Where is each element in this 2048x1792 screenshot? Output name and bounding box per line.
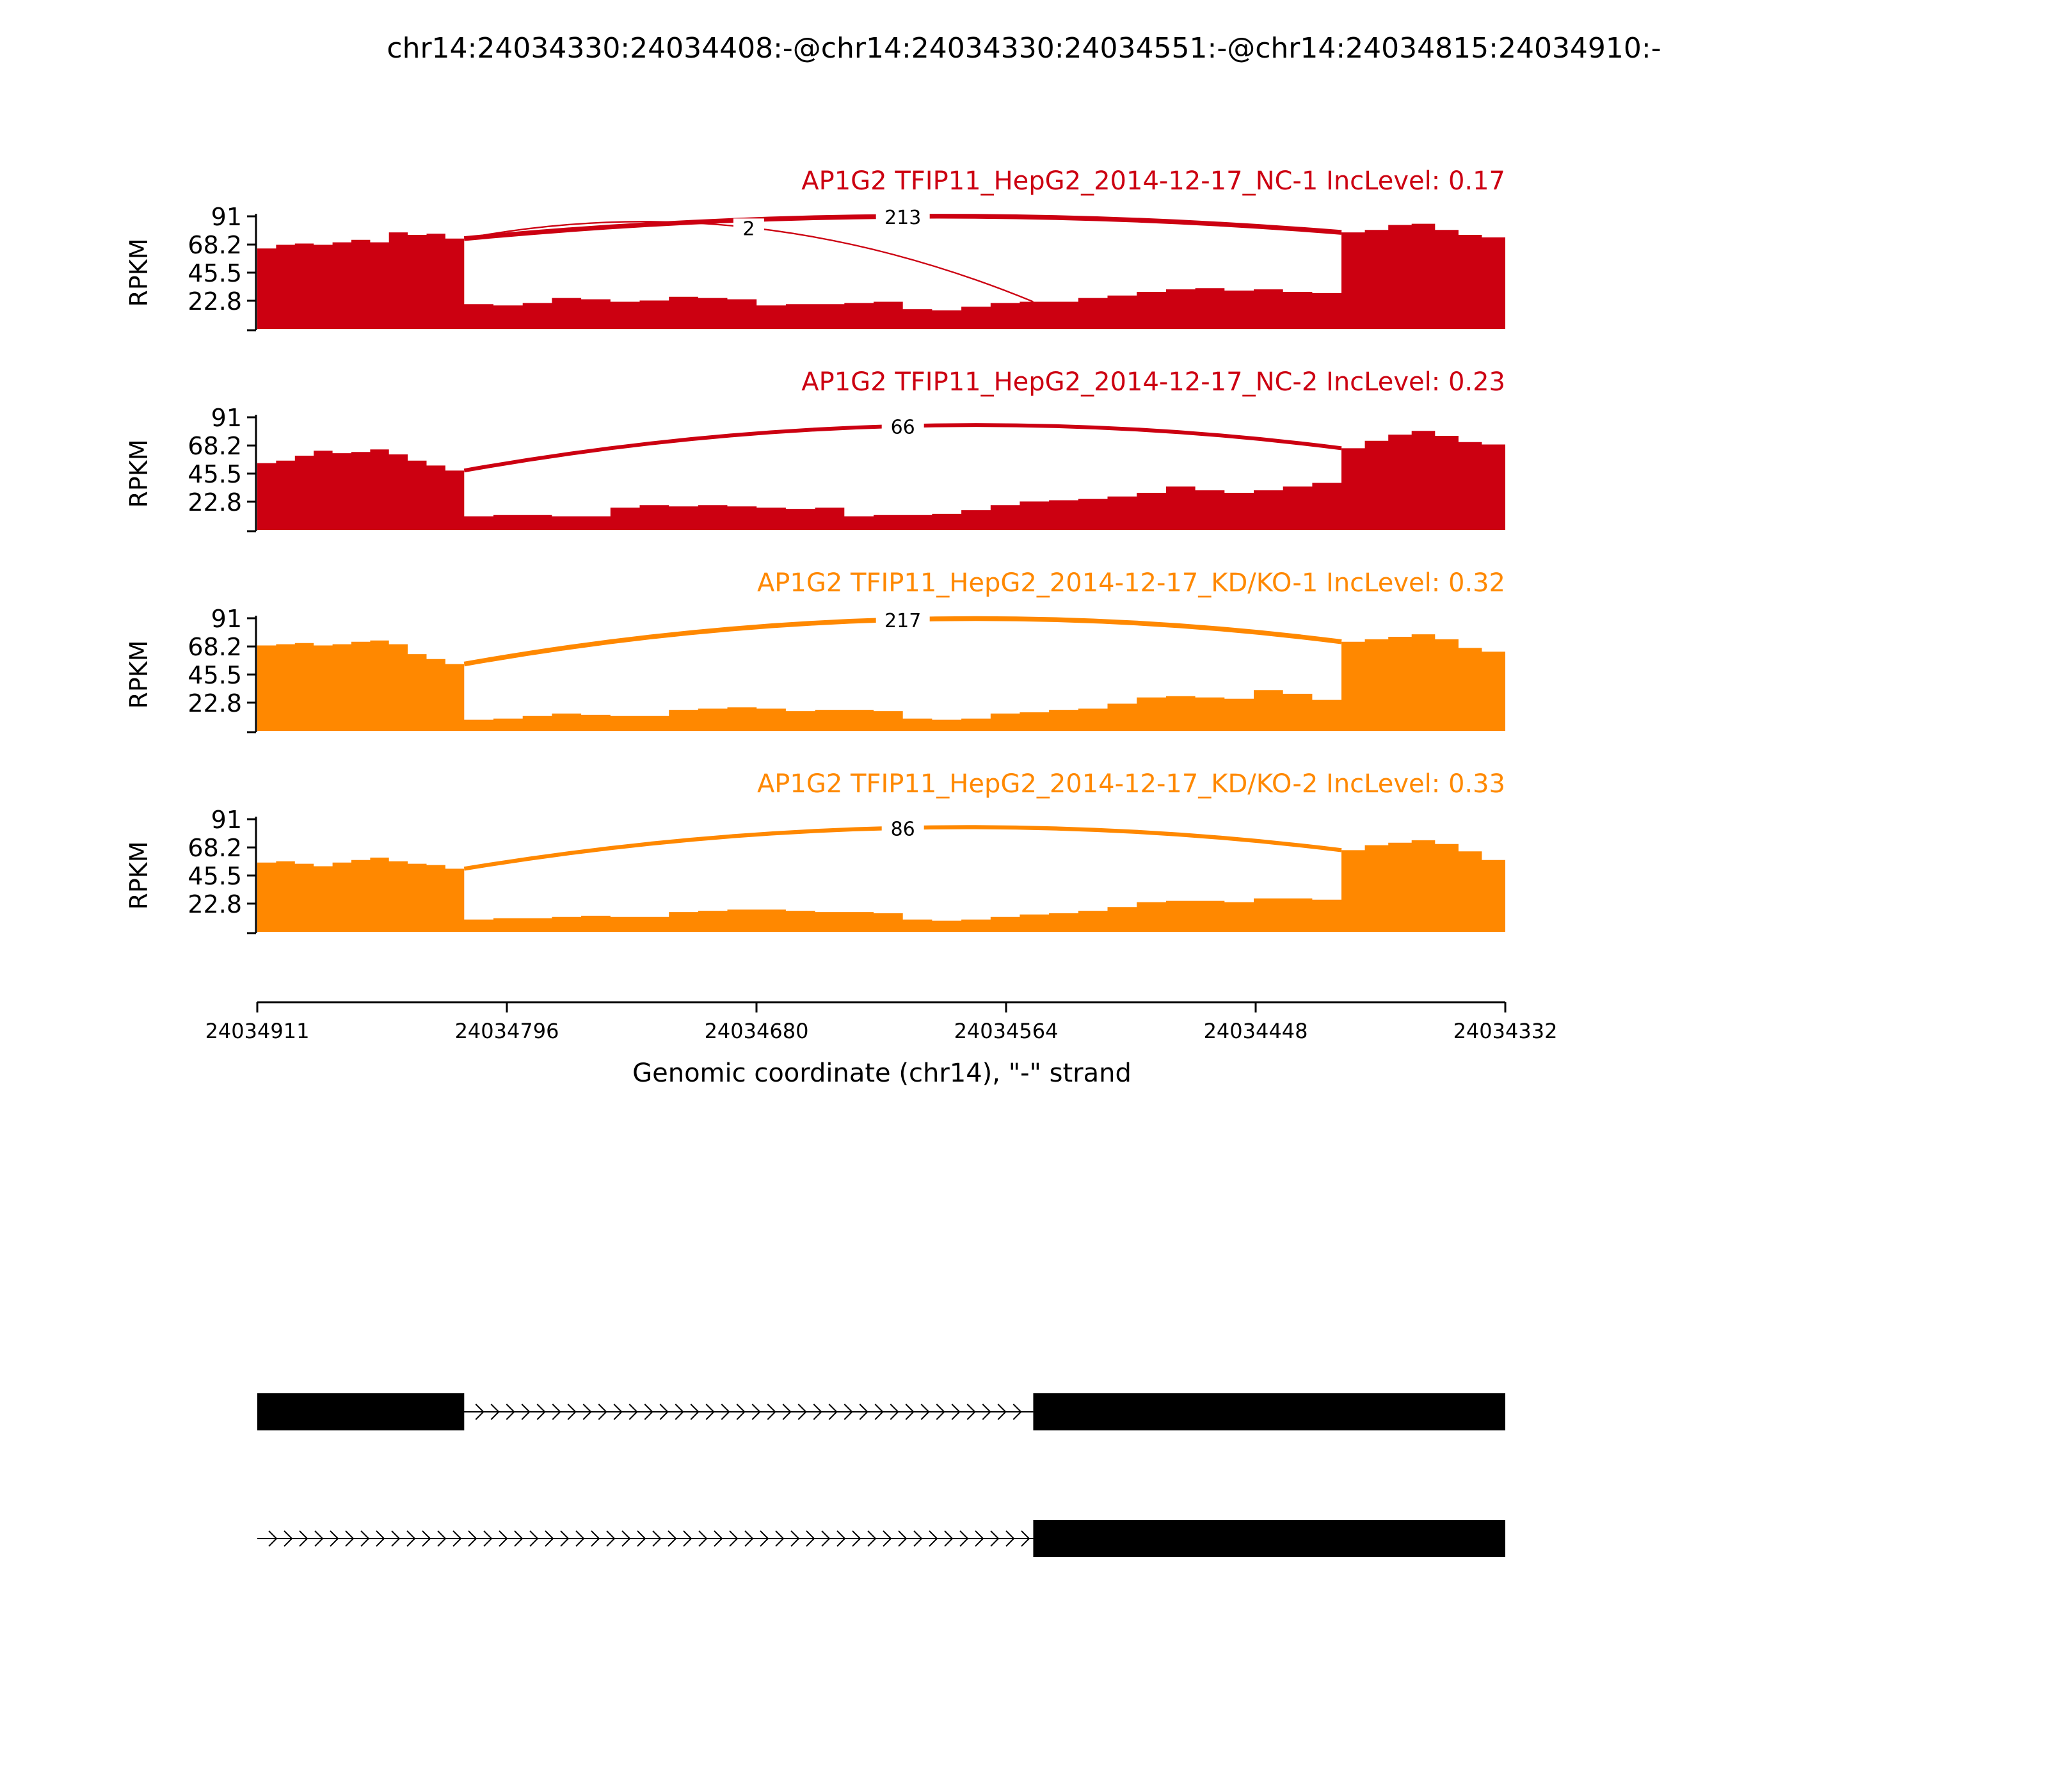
y-tick-label: 91 [211,404,242,432]
isoform [257,1393,1505,1430]
x-tick-label: 24034332 [1453,1019,1558,1043]
y-axis-label: RPKM [125,439,153,508]
coverage-area [257,634,1505,731]
y-tick-label: 91 [211,806,242,834]
gene-model-track [257,1393,1505,1557]
y-tick-label: 68.2 [188,432,242,461]
panel-label: AP1G2 TFIP11_HepG2_2014-12-17_KD/KO-1 IncLevel: 0.32 [756,568,1505,598]
x-tick-label: 24034911 [205,1019,310,1043]
junction-count: 66 [890,416,915,439]
junction-count: 86 [890,818,915,841]
y-tick-label: 22.8 [188,287,242,316]
y-tick-label: 22.8 [188,689,242,717]
y-axis-label: RPKM [125,841,153,910]
y-axis-label: RPKM [125,640,153,709]
coverage-panel [125,568,1505,732]
coverage-panel [125,166,1505,330]
coverage-area [257,840,1505,932]
panel-label: AP1G2 TFIP11_HepG2_2014-12-17_NC-2 IncLevel: 0.23 [801,367,1505,397]
y-tick-label: 91 [211,605,242,633]
coverage-panels [125,166,1505,933]
y-tick-label: 68.2 [188,633,242,662]
y-tick-label: 45.5 [188,259,242,287]
isoform [257,1520,1505,1557]
junction-count: 217 [884,609,922,632]
coverage-panel [125,769,1505,933]
x-axis-label: Genomic coordinate (chr14), "-" strand [632,1059,1132,1088]
y-tick-label: 68.2 [188,834,242,863]
coverage-area [257,224,1505,329]
x-tick-label: 24034680 [704,1019,809,1043]
x-tick-label: 24034564 [954,1019,1059,1043]
exon-box [1033,1520,1505,1557]
y-tick-label: 22.8 [188,890,242,918]
y-tick-label: 91 [211,203,242,231]
y-tick-label: 45.5 [188,460,242,488]
junction-count: 213 [884,207,922,229]
exon-box [1033,1393,1505,1430]
junction-count: 2 [742,218,755,241]
panel-label: AP1G2 TFIP11_HepG2_2014-12-17_KD/KO-2 IncLevel: 0.33 [756,769,1505,799]
exon-box [257,1393,464,1430]
panel-label: AP1G2 TFIP11_HepG2_2014-12-17_NC-1 IncLevel: 0.17 [801,166,1505,196]
y-tick-label: 22.8 [188,488,242,516]
y-axis-label: RPKM [125,238,153,307]
x-axis [205,1002,1558,1043]
x-tick-label: 24034448 [1203,1019,1308,1043]
plot-title: chr14:24034330:24034408:-@chr14:24034330:24034551:-@chr14:24034815:24034910:- [387,32,1661,65]
y-tick-label: 68.2 [188,231,242,260]
y-tick-label: 45.5 [188,862,242,890]
x-tick-label: 24034796 [454,1019,559,1043]
y-tick-label: 45.5 [188,661,242,689]
coverage-panel [125,367,1505,531]
